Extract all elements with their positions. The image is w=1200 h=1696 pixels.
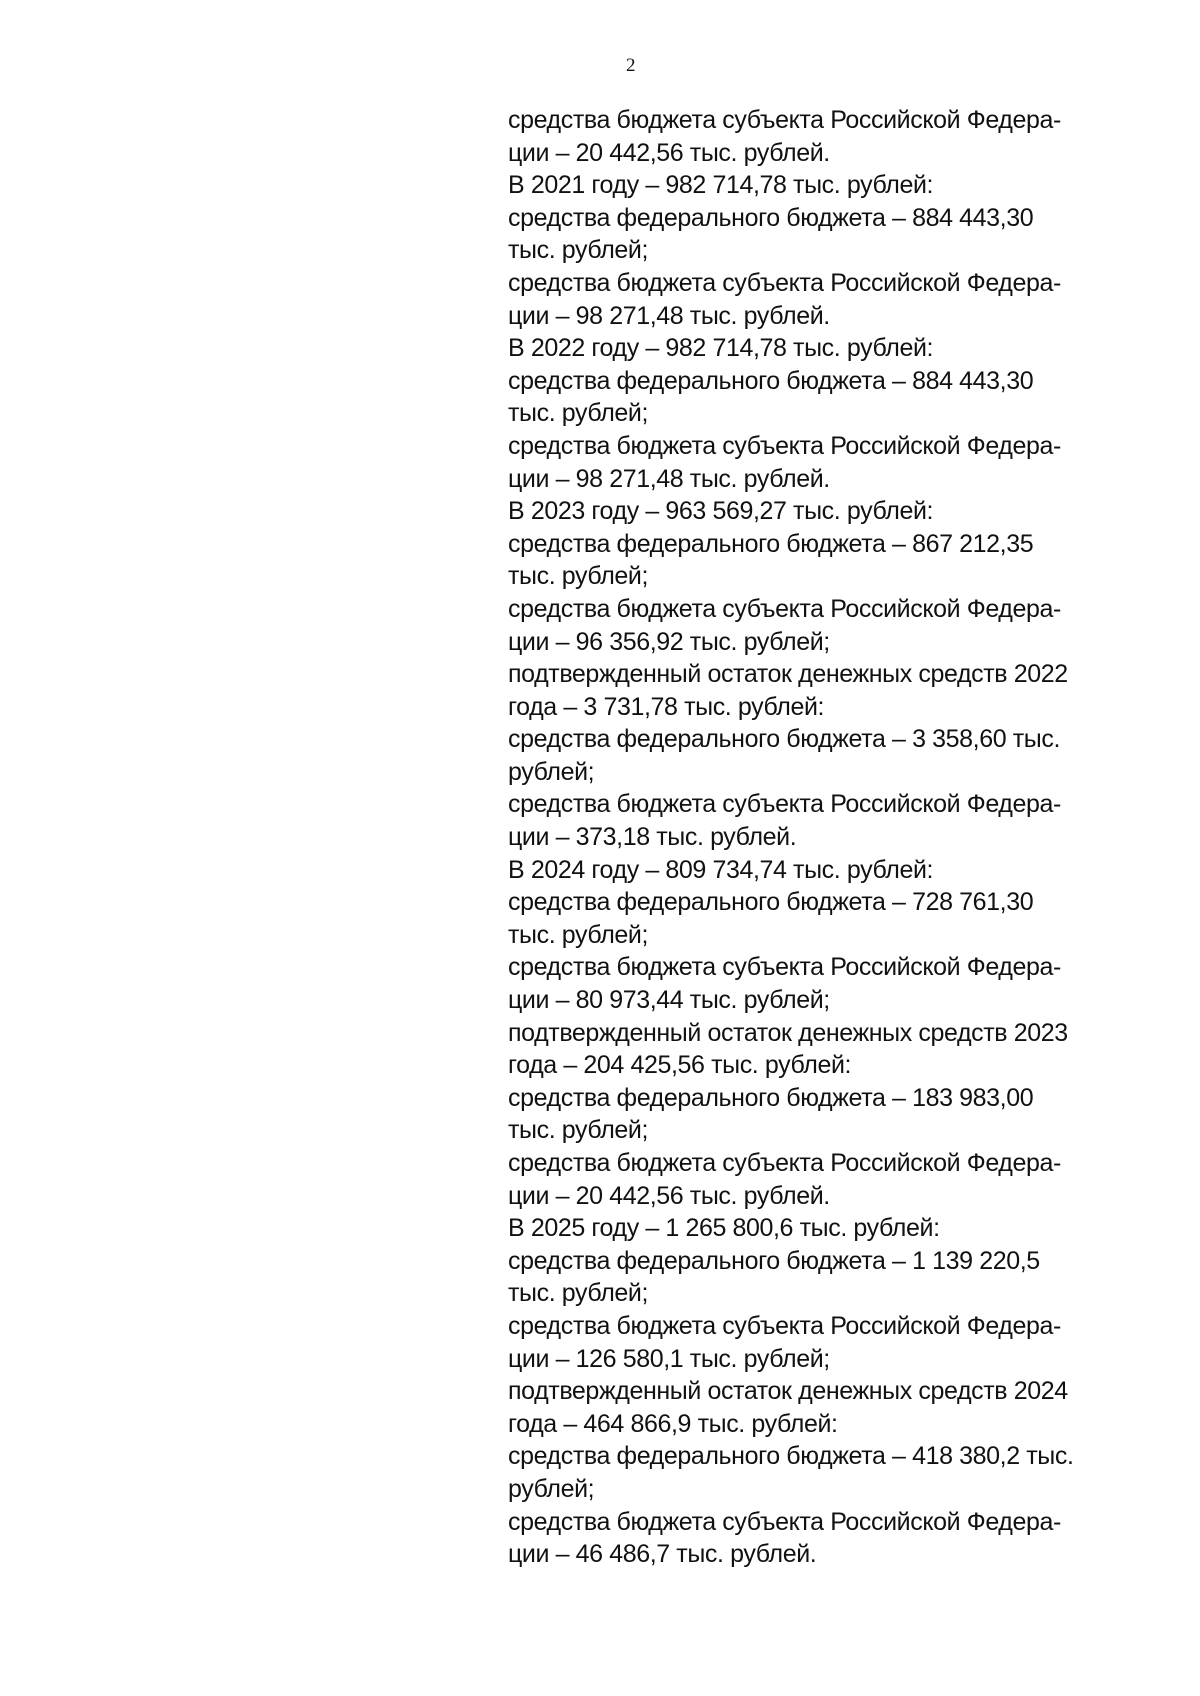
text-line: подтвержденный остаток денежных средств 2023 [508,1018,1068,1047]
text-line: ции – 20 442,56 тыс. рублей. [508,138,830,167]
text-line: ции – 20 442,56 тыс. рублей. [508,1181,830,1210]
text-line: средства бюджета субъекта Российской Федера- [508,431,1061,460]
page-number: 2 [626,55,636,76]
text-line: средства бюджета субъекта Российской Федера- [508,1149,1061,1177]
text-line: В 2022 году – 982 714,78 тыс. рублей: [508,334,934,363]
text-line: средства федерального бюджета – 884 443,30 [508,203,1034,232]
text-line: средства бюджета субъекта Российской Федера- [508,1311,1061,1340]
text-line: тыс. рублей; [508,920,649,949]
text-line: тыс. рублей; [508,1116,649,1145]
text-line: подтвержденный остаток денежных средств 2024 [508,1377,1068,1406]
text-line: В 2021 году – 982 714,78 тыс. рублей: [508,171,934,200]
text-line: средства федерального бюджета – 1 139 220,5 [508,1246,1040,1275]
text-line: тыс. рублей; [508,399,649,428]
text-line: средства федерального бюджета – 3 358,60 тыс. [508,725,1061,754]
text-line: ции – 126 580,1 тыс. рублей; [508,1344,830,1373]
text-line: средства федерального бюджета – 728 761,30 [508,888,1034,917]
text-line: средства бюджета субъекта Российской Федера- [508,1507,1061,1536]
text-line: тыс. рублей; [508,236,649,265]
text-line: года – 204 425,56 тыс. рублей: [508,1051,852,1080]
text-line: тыс. рублей; [508,562,649,591]
text-line: ции – 98 271,48 тыс. рублей. [508,301,830,330]
text-line: средства бюджета субъекта Российской Федера- [508,953,1061,982]
text-line: подтвержденный остаток денежных средств 2022 [508,660,1068,689]
text-line: ции – 373,18 тыс. рублей. [508,823,797,852]
text-line: В 2023 году – 963 569,27 тыс. рублей: [508,497,934,526]
text-line: года – 464 866,9 тыс. рублей: [508,1409,838,1438]
text-line: тыс. рублей; [508,1279,649,1308]
text-line: ции – 98 271,48 тыс. рублей. [508,464,830,493]
text-line: средства федерального бюджета – 183 983,00 [508,1083,1034,1112]
text-line: средства бюджета субъекта Российской Федера- [508,594,1061,623]
text-line: рублей; [508,757,595,786]
text-line: года – 3 731,78 тыс. рублей: [508,692,825,721]
text-line: средства бюджета субъекта Российской Федера- [508,268,1061,297]
text-line: средства бюджета субъекта Российской Федера- [508,790,1061,819]
text-line: ции – 46 486,7 тыс. рублей. [508,1540,817,1569]
text-line: средства федерального бюджета – 884 443,30 [508,366,1034,395]
text-line: В 2025 году – 1 265 800,6 тыс. рублей: [508,1214,940,1243]
text-line: средства бюджета субъекта Российской Федера- [508,106,1061,134]
text-line: рублей; [508,1474,595,1503]
text-line: средства федерального бюджета – 867 212,35 [508,529,1034,558]
body-text [508,104,1128,1571]
text-line: средства федерального бюджета – 418 380,2 тыс. [508,1442,1074,1471]
text-line: ции – 80 973,44 тыс. рублей; [508,986,830,1015]
text-line: В 2024 году – 809 734,74 тыс. рублей: [508,855,934,884]
text-line: ции – 96 356,92 тыс. рублей; [508,627,830,656]
